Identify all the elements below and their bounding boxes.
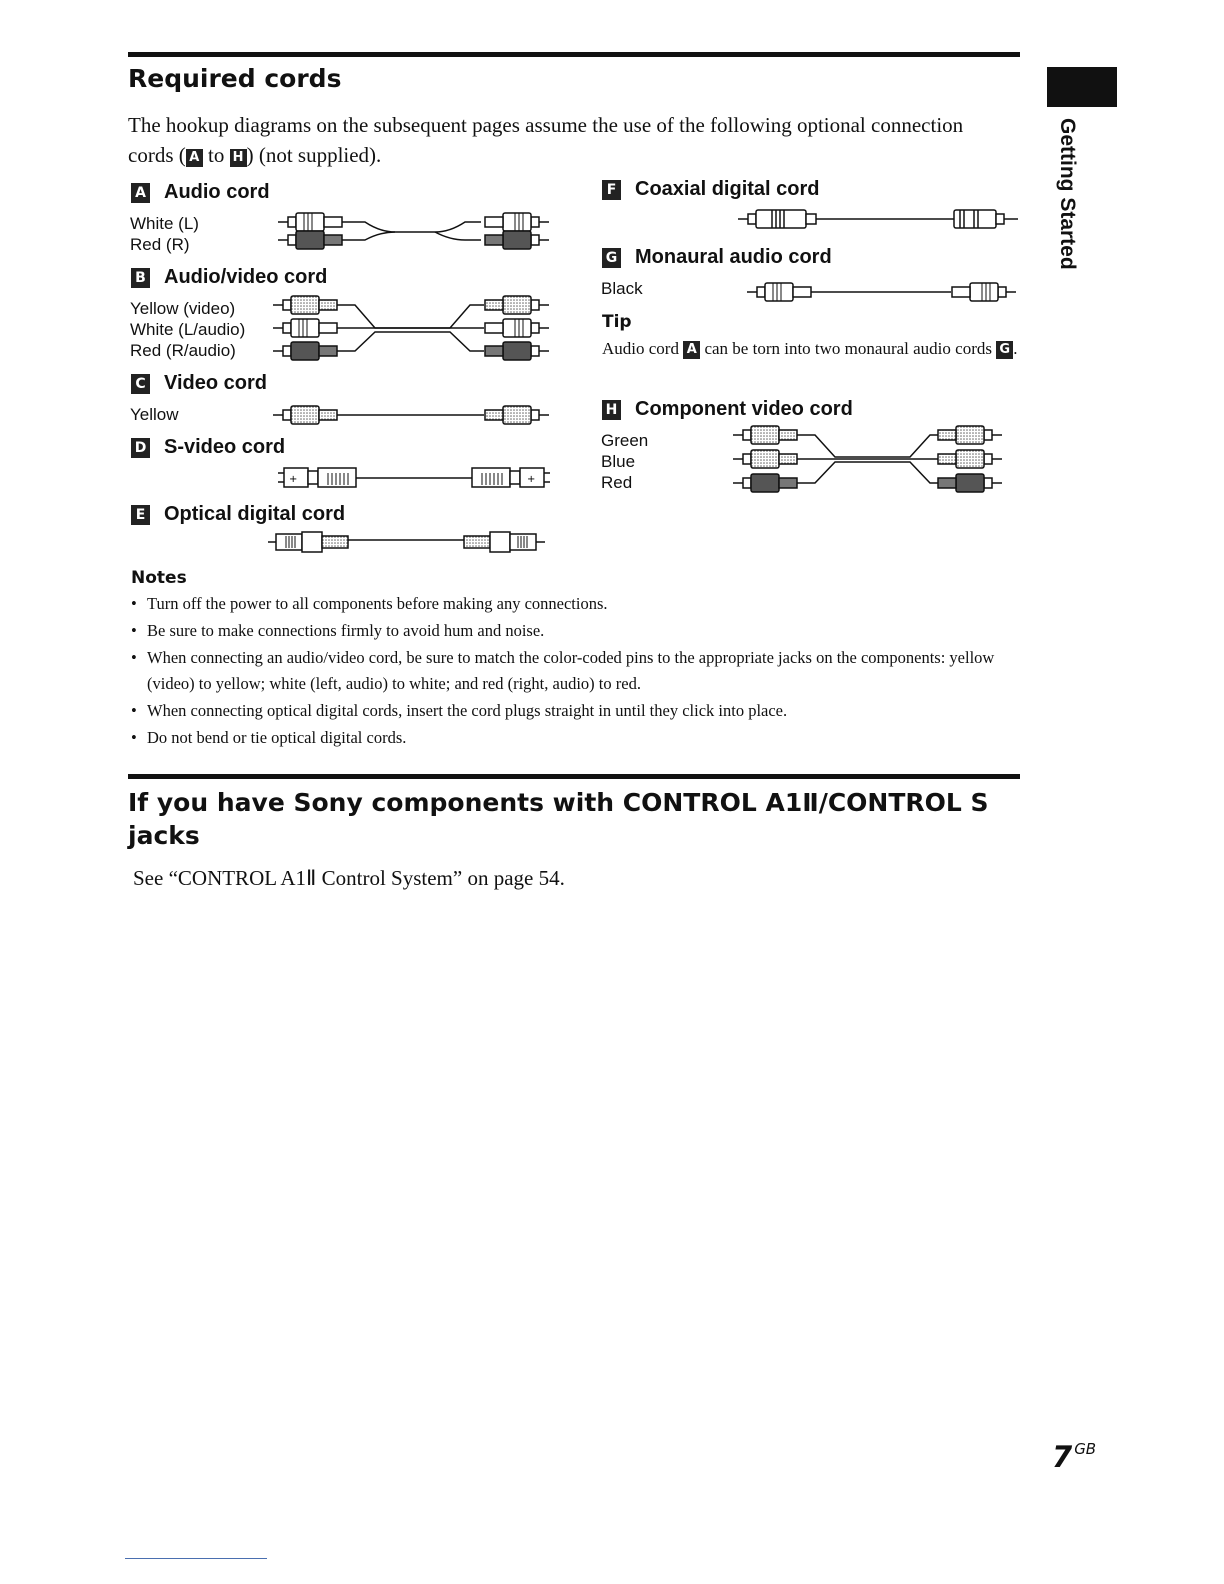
badge-a-icon: A: [683, 341, 700, 359]
badge-g-icon: G: [602, 248, 621, 268]
cord-h-label-blue: Blue: [601, 452, 636, 471]
note-item: • Do not bend or tie optical digital cords.: [131, 725, 1011, 751]
intro-to: to: [202, 143, 230, 167]
cord-c-title: [131, 372, 267, 395]
cord-h-label-red: Red: [601, 473, 633, 492]
cord-f-title: [602, 178, 819, 201]
video-cord-diagram: [270, 402, 555, 428]
tip-heading: Tip: [602, 312, 632, 332]
badge-g-icon: G: [996, 341, 1013, 359]
cord-a-title-text: Audio cord: [164, 181, 270, 203]
tip-text-2: can be torn into two monaural audio cords: [700, 339, 997, 358]
tip-text-1: Audio cord: [602, 339, 684, 358]
badge-d-icon: D: [131, 438, 150, 458]
badge-h-icon: H: [230, 149, 247, 167]
optical-digital-cord-diagram: [268, 530, 553, 554]
cord-b-title-text: Audio/video cord: [164, 266, 328, 288]
cord-c-label-yellow: Yellow: [130, 405, 179, 424]
cord-d-title-text: S-video cord: [164, 436, 286, 458]
cord-b-label-white: White (L/audio): [130, 320, 246, 339]
svg-text:+: +: [289, 474, 298, 485]
cord-b-label-red: Red (R/audio): [130, 341, 236, 360]
badge-e-icon: E: [131, 505, 150, 525]
side-tab-marker: [1047, 67, 1117, 107]
side-tab-label: Getting Started: [1056, 118, 1079, 270]
section-title-control: If you have Sony components with CONTROL A1Ⅱ/CONTROL S jacks: [128, 788, 989, 850]
cord-b-label-yellow: Yellow (video): [130, 299, 236, 318]
monaural-audio-cord-diagram: [744, 279, 1024, 305]
note-item: • When connecting optical digital cords, insert the cord plugs straight in until they click into place.: [131, 698, 1011, 724]
component-video-cord-diagram: [730, 424, 1015, 494]
cord-g-title-text: Monaural audio cord: [635, 246, 832, 268]
tip-text-3: .: [1013, 339, 1018, 358]
cord-d-title: [131, 436, 285, 459]
cord-c-title-text: Video cord: [164, 372, 267, 394]
cord-g-title: [602, 246, 832, 269]
intro-text-1: The hookup diagrams on the subsequent pages assume the use of the following optional connection cords (: [128, 113, 964, 167]
badge-h-icon: H: [602, 400, 621, 420]
note-item: • When connecting an audio/video cord, be sure to match the color-coded pins to the appropriate jacks on the components: yellow (video) to yellow; white (left, audio) to white; and red (right, audio) to red.: [131, 645, 1011, 697]
cord-h-label-green: Green: [601, 431, 649, 450]
page-number-value: 7: [1052, 1440, 1073, 1474]
badge-b-icon: B: [131, 268, 150, 288]
tip-text: [602, 336, 1022, 361]
badge-f-icon: F: [602, 180, 621, 200]
badge-c-icon: C: [131, 374, 150, 394]
note-item: • Turn off the power to all components before making any connections.: [131, 591, 1011, 617]
s-video-cord-diagram: [278, 465, 553, 491]
cord-f-title-text: Coaxial digital cord: [635, 178, 820, 200]
cord-g-label-black: Black: [601, 279, 643, 298]
page-number: [1052, 1440, 1096, 1474]
cord-e-title: [131, 503, 345, 526]
badge-a-icon: A: [131, 183, 150, 203]
section-rule-control: [128, 774, 1020, 779]
cord-h-title-text: Component video cord: [635, 398, 853, 420]
cord-a-title: [131, 181, 270, 204]
svg-text:+: +: [527, 474, 536, 485]
badge-a-icon: A: [186, 149, 203, 167]
footer-line: [125, 1558, 267, 1559]
notes-list: [131, 591, 1011, 752]
intro-text-2: ) (not supplied).: [246, 143, 382, 167]
audio-video-cord-diagram: [270, 292, 555, 362]
cord-a-label-white: White (L): [130, 214, 199, 233]
cord-e-title-text: Optical digital cord: [164, 503, 346, 525]
page-number-suffix: GB: [1074, 1440, 1097, 1458]
audio-cord-diagram: [275, 208, 555, 254]
section-rule-top: [128, 52, 1020, 57]
coaxial-digital-cord-diagram: [738, 206, 1023, 232]
cord-b-title: [131, 266, 327, 289]
intro-paragraph: [128, 110, 1008, 170]
notes-heading: Notes: [131, 568, 187, 588]
note-item: • Be sure to make connections firmly to avoid hum and noise.: [131, 618, 1011, 644]
cord-a-label-red: Red (R): [130, 235, 190, 254]
cord-h-title: [602, 398, 853, 421]
control-reference-text: See “CONTROL A1Ⅱ Control System” on page 54.: [133, 866, 565, 890]
section-title-required-cords: Required cords: [128, 64, 342, 93]
